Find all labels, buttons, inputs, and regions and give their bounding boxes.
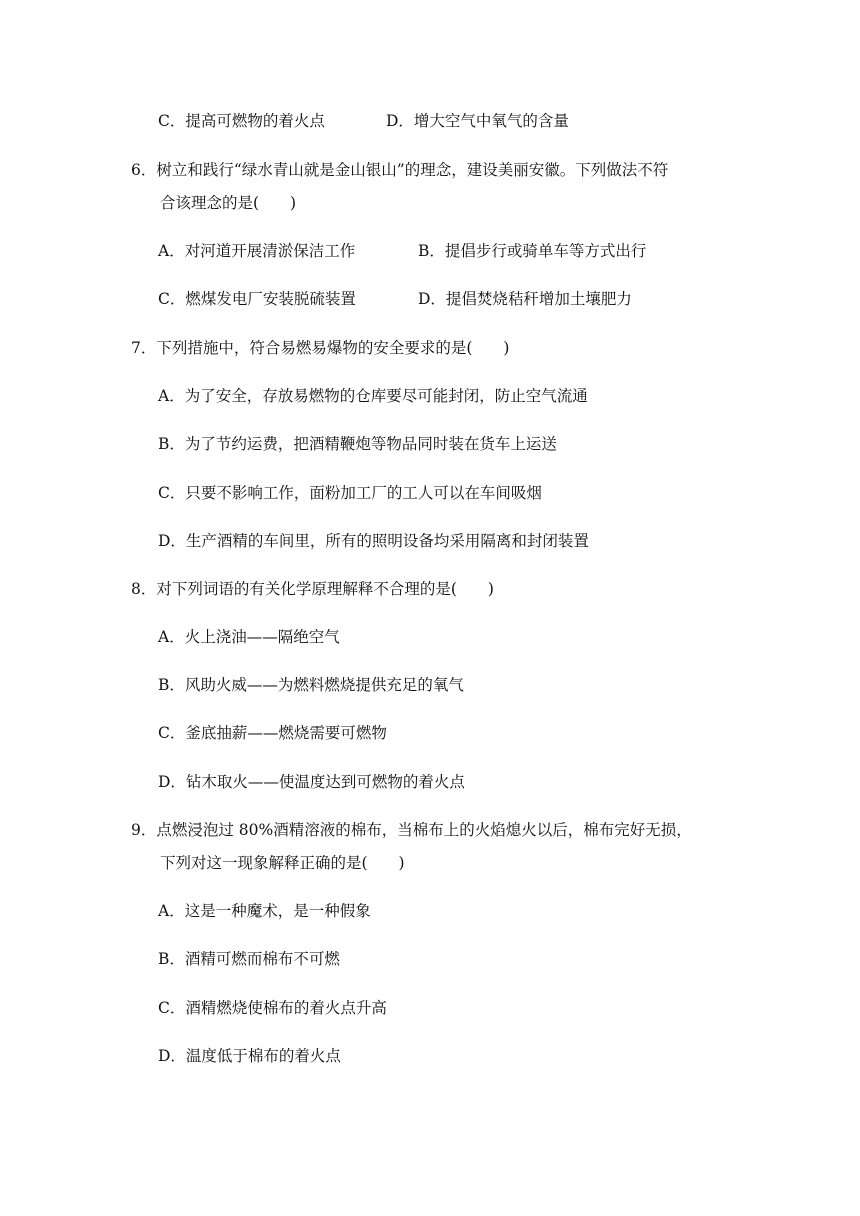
q9-option-a: A．这是一种魔术，是一种假象	[158, 902, 371, 920]
q8-option-d: D．钻木取火——使温度达到可燃物的着火点	[158, 773, 465, 791]
q5-option-d: D．增大空气中氧气的含量	[386, 112, 569, 130]
q8-stem: 8．对下列词语的有关化学原理解释不合理的是( )	[131, 580, 494, 598]
q7-option-b: B．为了节约运费，把酒精鞭炮等物品同时装在货车上运送	[158, 435, 557, 453]
q6-option-d: D．提倡焚烧秸秆增加土壤肥力	[418, 290, 632, 308]
q8-option-b: B．风助火威——为燃料燃烧提供充足的氧气	[158, 676, 464, 694]
q6-option-a: A．对河道开展清淤保洁工作	[158, 242, 356, 260]
q8-option-c: C．釜底抽薪——燃烧需要可燃物	[158, 724, 387, 742]
q6-option-c: C．燃煤发电厂安装脱硫装置	[158, 290, 356, 308]
q5-option-c: C．提高可燃物的着火点	[158, 112, 325, 130]
q9-option-b: B．酒精可燃而棉布不可燃	[158, 950, 340, 968]
q9-stem-line1: 9．点燃浸泡过 80%酒精溶液的棉布，当棉布上的火焰熄火以后，棉布完好无损，	[131, 821, 692, 839]
q7-option-c: C．只要不影响工作，面粉加工厂的工人可以在车间吸烟	[158, 484, 542, 502]
q8-option-a: A．火上浇油——隔绝空气	[158, 628, 340, 646]
q9-stem-line2: 下列对这一现象解释正确的是( )	[160, 854, 405, 872]
q7-option-d: D．生产酒精的车间里，所有的照明设备均采用隔离和封闭装置	[158, 532, 589, 550]
q7-option-a: A．为了安全，存放易燃物的仓库要尽可能封闭，防止空气流通	[158, 387, 588, 405]
q6-option-b: B．提倡步行或骑单车等方式出行	[418, 242, 647, 260]
q9-option-d: D．温度低于棉布的着火点	[158, 1047, 341, 1065]
q6-stem-line1: 6．树立和践行“绿水青山就是金山银山”的理念，建设美丽安徽。下列做法不符	[131, 161, 669, 179]
q9-option-c: C．酒精燃烧使棉布的着火点升高	[158, 999, 387, 1017]
q6-stem-line2: 合该理念的是( )	[160, 194, 297, 212]
q7-stem: 7．下列措施中，符合易燃易爆物的安全要求的是( )	[131, 339, 510, 357]
